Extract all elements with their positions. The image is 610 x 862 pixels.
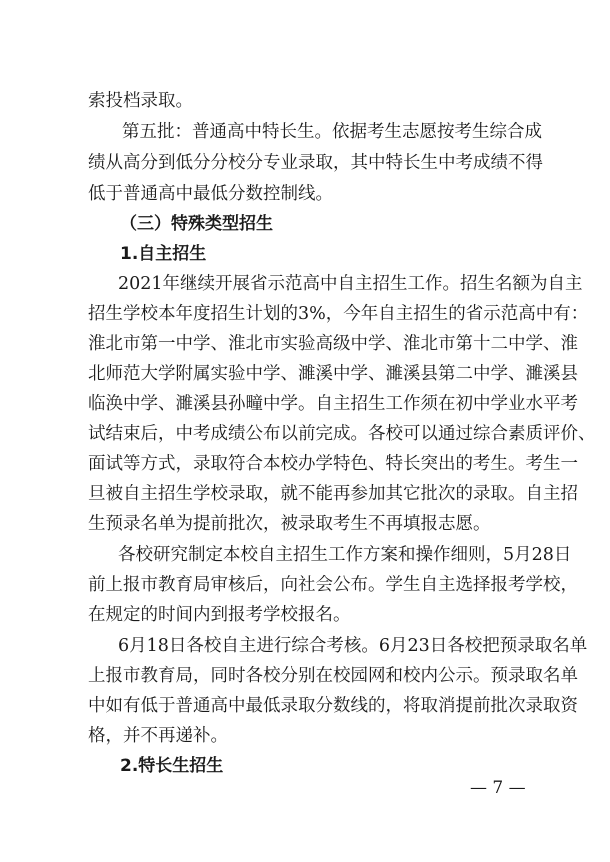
body-line: 索投档录取。 (88, 91, 193, 111)
body-line: 淮北市第一中学、淮北市实验高级中学、淮北市第十二中学、淮 (88, 334, 578, 354)
body-line: 第五批：普通高中特长生。依据考生志愿按考生综合成 (122, 122, 542, 142)
body-line: 北师范大学附属实验中学、濉溪中学、濉溪县第二中学、濉溪县 (88, 364, 578, 384)
body-line: 在规定的时间内到报考学校报名。 (88, 605, 351, 625)
body-line: 中如有低于普通高中最低录取分数线的，将取消提前批次录取资 (88, 696, 578, 716)
section-heading: （三）特殊类型招生 (120, 214, 273, 234)
body-line: 格，并不再递补。 (88, 726, 228, 746)
body-line: 上报市教育局，同时各校分别在校园网和校内公示。预录取名单 (88, 666, 578, 686)
subsection-heading: 1.自主招生 (120, 244, 207, 264)
body-line: 招生学校本年度招生计划的3%，今年自主招生的省示范高中有： (88, 304, 589, 324)
body-line: 面试等方式，录取符合本校办学特色、特长突出的考生。考生一 (88, 454, 578, 474)
body-line: 前上报市教育局审核后，向社会公布。学生自主选择报考学校， (88, 575, 578, 595)
body-line: 6月18日各校自主进行综合考核。6月23日各校把预录取名单 (118, 636, 588, 656)
body-line: 生预录名单为提前批次，被录取考生不再填报志愿。 (88, 514, 491, 534)
page-number: — 7 — (470, 778, 526, 798)
body-line: 各校研究制定本校自主招生工作方案和操作细则，5月28日 (118, 545, 572, 565)
subsection-heading: 2.特长生招生 (120, 756, 224, 776)
body-line: 2021年继续开展省示范高中自主招生工作。招生名额为自主 (118, 274, 583, 294)
body-line: 低于普通高中最低分数控制线。 (88, 184, 333, 204)
body-line: 绩从高分到低分分校分专业录取，其中特长生中考成绩不得 (88, 153, 543, 173)
body-line: 旦被自主招生学校录取，就不能再参加其它批次的录取。自主招 (88, 484, 578, 504)
body-line: 试结束后，中考成绩公布以前完成。各校可以通过综合素质评价、 (88, 424, 596, 444)
body-line: 临涣中学、濉溪县孙疃中学。自主招生工作须在初中学业水平考 (88, 394, 578, 414)
